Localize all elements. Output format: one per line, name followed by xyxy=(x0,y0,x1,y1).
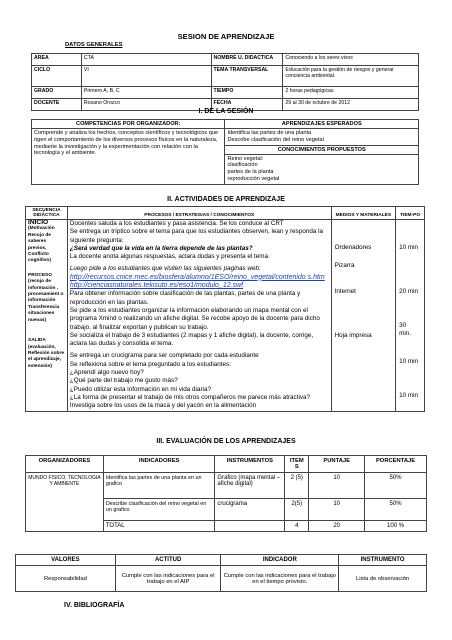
actitud-cell: Cumple con las indicaciones para el trabajo en el AIP xyxy=(115,566,221,592)
indicador-cell: Identifica las partes de una planta en un grafico xyxy=(103,473,215,499)
page-title: SESION DE APRENDIZAJE xyxy=(177,32,275,41)
organizador-cell: MUNDO FISICO, TECNOLOGIA Y AMBIENTE xyxy=(26,473,104,532)
competencias-header: COMPETENCIAS POR ORGANIZADOR: xyxy=(32,120,225,129)
eval-header: INDICADORES xyxy=(103,456,215,473)
proceso-line: Para obtener información sobre clasificación de las plantas, partes de una planta y reproducción en las plantas. xyxy=(69,290,301,306)
ciclo-value: VI xyxy=(81,66,211,87)
inicio-label: INICIO xyxy=(28,219,49,226)
proc-header: PROCESOS / ESTRATEGIAS / CONOCIMIENTOS xyxy=(67,207,331,220)
inicio-line: La docente anota algunas respuestas, aclara dudas y presenta el tema. xyxy=(69,253,270,261)
medios-header: MEDIOS Y MATERIALES xyxy=(331,207,396,220)
values-header: INSTRUMENTO xyxy=(339,555,427,566)
session-table xyxy=(31,119,419,185)
total-items: 4 xyxy=(285,521,309,532)
section-4-heading: IV. BIBLIOGRAFÍA xyxy=(64,602,125,609)
aprendizajes-list xyxy=(225,129,419,146)
section-1-heading: I. DE LA SESIÓN xyxy=(198,108,254,115)
medio-ordenadores: Ordenadores xyxy=(334,244,372,251)
activities-table xyxy=(25,206,425,412)
values-header: ACTITUD xyxy=(115,555,221,566)
table-row xyxy=(32,120,419,129)
table-row xyxy=(32,66,419,87)
table-row xyxy=(16,555,427,566)
conocimientos-list xyxy=(225,154,419,184)
eval-header: INSTRUMENTOS xyxy=(215,456,285,473)
proceso-intro: Luego pide a los estudiantes que visiten las siguientes paginas web: xyxy=(69,265,261,273)
section-2-heading: II. ACTIVIDADES DE APRENDIZAJE xyxy=(167,196,285,203)
salida-line: ¿La forma de presentar el trabajo de mis otros compañeros me parece más atractiva? xyxy=(69,393,310,401)
salida-sub: (evaluación, Reflexión sobre el aprendizaje, extensión) xyxy=(28,344,64,369)
total-label: TOTAL xyxy=(103,521,215,532)
tiempo-proceso-3: 10 min xyxy=(399,358,419,365)
table-row xyxy=(16,566,427,592)
tiempo-label: TIEMPO xyxy=(211,87,283,99)
table-row xyxy=(26,207,425,220)
instrumento-cell: Grafico (mapa mental – afiche digital) xyxy=(215,473,285,499)
items-cell: 2 (5) xyxy=(285,473,309,499)
ciclo-label: CICLO xyxy=(32,66,82,87)
eval-header: ORGANIZADORES xyxy=(26,456,104,473)
salida-label: SALIDA xyxy=(28,338,46,344)
table-row xyxy=(32,54,419,66)
proceso-line: Se socializa el trabajo de 3 estudiantes (2 mapas y 1 afiche digital), la docente, corrige, aclara las dudas y consolida el tema. xyxy=(69,331,314,348)
conocimientos-header: CONOCIMIENTOS PROPUESTOS xyxy=(225,145,419,154)
link-cienciasnaturales[interactable]: http://cienciasnaturales.tekisuto.es/eso1/modulo_12.swf xyxy=(69,282,244,290)
salida-line: Se entrega un crucigrama para ser completado por cada estudiante xyxy=(69,352,259,360)
proceso-sub: (recojo de información , procesamient o información Transferencia situaciones nuevas) xyxy=(28,279,64,323)
tiempo-proceso-1: 20 min xyxy=(399,288,419,295)
values-header: INDICADOR xyxy=(221,555,339,566)
area-value: CTA xyxy=(81,54,211,66)
section-3-heading: III. EVALUACIÓN DE LOS APRENDIZAJES xyxy=(156,438,296,445)
table-row xyxy=(32,87,419,99)
docente-value: Rosano Orozco xyxy=(81,99,211,111)
total-porcentaje: 100 % xyxy=(365,521,427,532)
porcentaje-cell: 50% xyxy=(365,473,427,499)
table-row xyxy=(26,220,425,412)
general-data-heading: DATOS GENERALES xyxy=(65,42,123,48)
list-item: Identifica las partes de una planta xyxy=(227,130,312,136)
docente-label: DOCENTE xyxy=(32,99,82,111)
medio-hoja-impresa: Hoja impresa xyxy=(334,332,372,339)
salida-line: Se reflexiona sobre el tema preguntado a los estudiantes: xyxy=(69,360,231,368)
competencias-text: Comprende y analiza los hechos, conceptos científicos y tecnológicos que rigen el comportamiento de los diversos procesos físicos en la naturaleza, mediante la investigación y la experimentación con relación con la tecnología y el ambiente. xyxy=(32,129,225,185)
unidad-value: Conociendo a los seres vivos xyxy=(283,54,419,66)
tiempo-salida: 10 min xyxy=(399,392,419,399)
instrumento-cell: crucigrama xyxy=(215,499,285,521)
proceso-label: PROCESO xyxy=(28,272,52,278)
guiding-question: ¿Será verdad que la vida en la tierra depende de las plantas? xyxy=(69,244,253,252)
evaluation-table xyxy=(25,455,427,532)
aprendizajes-header: APRENDIZAJES ESPERADOS xyxy=(225,120,419,129)
medio-internet: Internet xyxy=(334,288,356,295)
general-data-table xyxy=(31,53,419,111)
tema-value: Educación para la gestión de riesgos y generar conciencia ambiental. xyxy=(283,66,419,87)
tiempo-header: TIEM-PO xyxy=(396,207,425,220)
total-puntaje: 20 xyxy=(309,521,365,532)
salida-line: Investiga sobre los usos de la maca y del yacón en la alimentación xyxy=(69,402,257,410)
inicio-sub: (Motivación Recojo de saberes previos, Conflicto cognitivo) xyxy=(28,226,55,264)
salida-line: ¿Puedo utilizar esta información en mi vida diaria? xyxy=(69,385,211,393)
grado-label: GRADO xyxy=(32,87,82,99)
area-label: AREA xyxy=(32,54,82,66)
medios-column xyxy=(331,220,396,412)
tema-label: TEMA TRANSVERSAL xyxy=(211,66,283,87)
table-row xyxy=(26,473,427,499)
list-item: reproducción vegetal xyxy=(227,175,280,182)
proceso-line: Se pide a los estudiantes organizar la información elaborando un mapa mental con el programa Xmind o realizando un afiche digital. Se recobe apoyo de la docente para dicho trabajo, al finalizar exportan y publican su trabajo. xyxy=(69,306,320,331)
unidad-label: NOMBRE U. DIDACTICA xyxy=(211,54,283,66)
tiempo-proceso-2: 30 min. xyxy=(399,322,412,338)
total-instrumento xyxy=(215,521,285,532)
table-row xyxy=(32,129,419,146)
tiempo-inicio: 10 min xyxy=(399,244,419,251)
values-header: VALORES xyxy=(16,555,116,566)
medio-pizarra: Pizarra xyxy=(334,262,355,269)
indicador-cell: Cumple con las indicaciones para el trabajo en el tiempo provisto. xyxy=(221,566,339,592)
list-item: clasificación xyxy=(227,162,258,169)
seq-header: SECUENCIA DIDÁCTICA xyxy=(26,207,68,220)
values-table xyxy=(15,554,427,592)
puntaje-cell: 10 xyxy=(309,473,365,499)
puntaje-cell: 10 xyxy=(309,499,365,521)
list-item: partes de la planta xyxy=(227,169,274,176)
tiempo-value: 2 horas pedagógicas xyxy=(283,87,419,99)
list-item: Describe clasificación del reino vegetal xyxy=(227,136,324,143)
indicador-cell: Describe clasificación del reino vegetal en un grafico xyxy=(103,499,215,521)
items-cell: 2(5) xyxy=(285,499,309,521)
porcentaje-cell: 50% xyxy=(365,499,427,521)
table-row xyxy=(26,456,427,473)
salida-line: ¿Aprendí algo nuevo hoy? xyxy=(69,369,144,377)
tiempo-column xyxy=(396,220,425,412)
salida-line: ¿Qué parte del trabajo me gusto más? xyxy=(69,377,178,385)
instrumento-cell: Lista de observación xyxy=(339,566,427,592)
processes-column xyxy=(67,220,331,412)
eval-header: PORCENTAJE xyxy=(365,456,427,473)
grado-value: Primero A, B, C xyxy=(81,87,211,99)
eval-header: ITEM S xyxy=(285,456,309,473)
valor-cell: Responsabilidad xyxy=(16,566,116,592)
inicio-line: Se entrega un tríptico sobre el tema para que los estudiantes observen, lean y responda la siguiente pregunta: xyxy=(69,228,323,244)
fecha-value: 29 al 30 de octubre de 2012 xyxy=(283,99,419,111)
eval-header: PUNTAJE xyxy=(309,456,365,473)
link-recursos-cnice[interactable]: http://recursos.cnice.mec.es/biosfera/alumno/1ESO/reino_vegetal/contenido s.htm xyxy=(69,273,325,281)
sequence-column xyxy=(26,220,68,412)
list-item: Reino vegetal: xyxy=(227,155,264,162)
inicio-line: Docentes saluda a los estudiantes y pasa asistencia. Se los conduce al CRT xyxy=(69,220,284,227)
fecha-label: FECHA xyxy=(211,99,283,111)
